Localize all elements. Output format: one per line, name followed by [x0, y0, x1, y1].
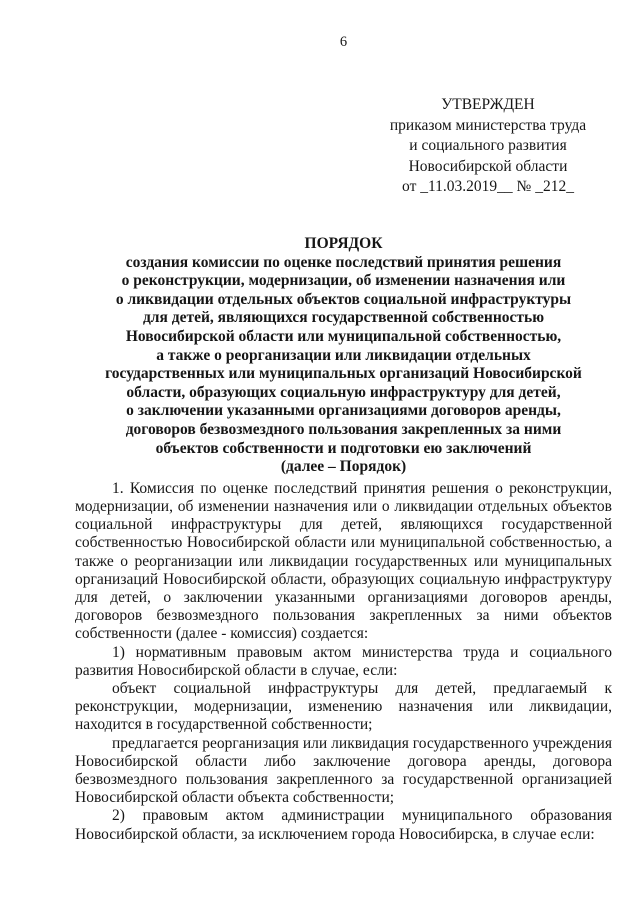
title-line: о заключении указанными организациями договоров аренды,	[126, 402, 561, 420]
approval-block	[364, 95, 612, 198]
page-number: 6	[339, 34, 348, 50]
title-heading: ПОРЯДОК	[304, 234, 383, 252]
paragraph-1: 1. Комиссия по оценке последствий принятия решения о реконструкции, модернизации, об изменении назначения или о ликвидации отдельных объектов социальной инфраструктуры для детей, являющихся государственной собственностью Новосибирской области или муниципальной собственностью, а также о реорганизации или ликвидации государственных или муниципальных организаций Новосибирской области, образующих социальную инфраструктуру для детей, о заключении указанными организациями договоров аренды, договоров безвозмездного пользования закрепленных за ними объектов собственности (далее - комиссия) создается:	[75, 479, 612, 643]
paragraph-5: 2) правовым актом администрации муниципального образования Новосибирской области, за исключением города Новосибирска, в случае если:	[75, 807, 612, 843]
title-line: о ликвидации отдельных объектов социальной инфраструктуры	[115, 290, 572, 308]
body-text	[75, 480, 612, 844]
approval-line: и социального развития	[409, 137, 567, 155]
title-line: государственных или муниципальных организаций Новосибирской	[105, 365, 582, 383]
title-line: договоров безвозмездного пользования закрепленных за ними	[125, 420, 562, 438]
document-title	[75, 235, 612, 477]
title-line: о реконструкции, модернизации, об изменении назначения или	[121, 272, 566, 290]
title-line: объектов собственности и подготовки ею заключений	[155, 439, 532, 457]
title-line: для детей, являющихся государственной собственностью	[142, 309, 545, 327]
approval-line: приказом министерства труда	[389, 116, 587, 134]
title-line: создания комиссии по оценке последствий принятия решения	[125, 253, 562, 271]
paragraph-2: 1) нормативным правовым актом министерства труда и социального развития Новосибирской области в случае, если:	[75, 643, 612, 679]
title-suffix: (далее – Порядок)	[280, 458, 407, 476]
paragraph-3: объект социальной инфраструктуры для детей, предлагаемый к реконструкции, модернизации, изменению назначения или ликвидации, находится в государственной собственности;	[75, 679, 612, 734]
approval-date-number-line: от _11.03.2019__ № _212_	[402, 178, 574, 196]
paragraph-4: предлагается реорганизация или ликвидация государственного учреждения Новосибирской области либо заключение договора аренды, договора безвозмездного пользования закрепленного за государственной организацией Новосибирской области объекта собственности;	[75, 734, 612, 807]
title-line: области, образующих социальную инфраструктуру для детей,	[126, 383, 561, 401]
title-line: а также о реорганизации или ликвидации отдельных	[156, 346, 531, 364]
title-line: Новосибирской области или муниципальной собственностью,	[125, 327, 562, 345]
approval-line: Новосибирской области	[408, 157, 568, 175]
approval-line: УТВЕРЖДЕН	[441, 96, 535, 113]
